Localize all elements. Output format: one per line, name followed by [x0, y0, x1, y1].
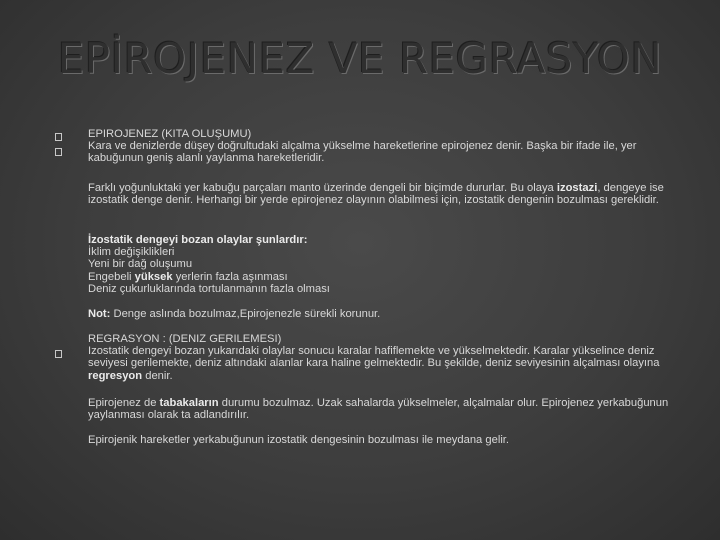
- section-heading: REGRASYON : (DENIZ GERILEMESI): [88, 333, 282, 345]
- text-run: Izostatik dengeyi bozan yukarıdaki olaylar sonucu karalar hafiflemekte ve yükselmektedir. Karalar yükselince deniz seviyesi gerilemekte, deniz altındaki alanlar kara haline gelmektedir. Bu şekilde, deniz seviyesinin alçalması olayına: [88, 345, 660, 370]
- list-heading-text: İzostatik dengeyi bozan olaylar şunlardır:: [88, 234, 308, 246]
- bold-term: regresyon: [88, 369, 143, 382]
- bullet-box-icon: [55, 133, 62, 141]
- section-heading: EPIROJENEZ (KITA OLUŞUMU): [88, 128, 252, 140]
- list-item: Deniz çukurluklarında tortulanmanın fazla olması: [88, 282, 330, 295]
- text-run: denir.: [142, 369, 173, 382]
- text-run: durumu bozulmaz. Uzak sahalarda yükselmeler, alçalmalar olur. Epirojenez yerkabuğunun yaylanması olarak ta adlandırılır.: [88, 397, 669, 422]
- text-run: Farklı yoğunluktaki yer kabuğu parçaları manto üzerinde dengeli bir biçimde dururlar. Bu olaya: [88, 182, 557, 194]
- paragraph-tabaka: [88, 397, 688, 421]
- slide-title: EPİROJENEZ VE REGRASYON: [57, 34, 663, 83]
- paragraph: Kara ve denizlerde düşey doğrultudaki alçalma yükselme hareketlerine epirojenez denir. Başka bir ifade ile, yer kabuğunun geniş alanlı yaylanma hareketleridir.: [88, 140, 637, 165]
- note-label: Not:: [88, 308, 111, 320]
- list-item: İklim değişiklikleri: [88, 246, 175, 259]
- bold-term: izostazi: [556, 182, 598, 194]
- paragraph-conclusion: Epirojenik hareketler yerkabuğunun izostatik dengesinin bozulması ile meydana gelir.: [88, 434, 510, 446]
- note: [88, 308, 688, 320]
- paragraph: [88, 345, 688, 382]
- note-text: Denge aslında bozulmaz,Epirojenezle sürekli korunur.: [110, 308, 381, 320]
- text-run: yerlerin fazla aşınması: [172, 270, 288, 283]
- paragraph-izostazi: [88, 182, 688, 206]
- section-regrasyon: [88, 333, 688, 382]
- text-run: Epirojenez de: [88, 397, 160, 409]
- list-item: [88, 271, 688, 283]
- bullet-box-icon: [55, 350, 62, 358]
- list-block: [88, 234, 688, 295]
- bold-term: tabakaların: [159, 397, 219, 409]
- bullet-box-icon: [55, 148, 62, 156]
- text-run: Engebeli: [88, 270, 135, 283]
- list-heading: [88, 234, 688, 246]
- bold-term: yüksek: [134, 270, 173, 283]
- text-run: , dengeye ise izostatik denge denir. Herhangi bir yerde epirojenez olayının olabilmesi için, izostatik dengenin bozulması gereklidir.: [88, 182, 664, 207]
- list-item: Yeni bir dağ oluşumu: [88, 258, 193, 271]
- section-epirojenez: [88, 128, 688, 165]
